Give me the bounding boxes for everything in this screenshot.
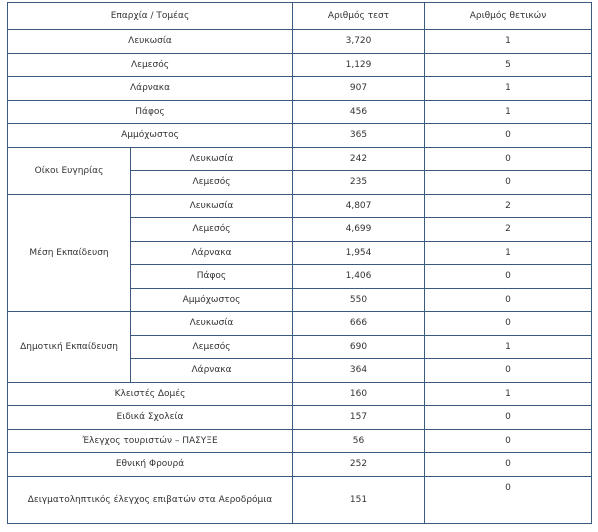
results-table [7,2,592,524]
row-label: Αμμόχωστος [131,288,293,312]
row-positives: 0 [425,147,592,171]
row-positives: 2 [425,218,592,242]
row-positives: 2 [425,194,592,218]
row-tests: 4,699 [293,218,425,242]
row-tests: 160 [293,382,425,406]
table-row [8,382,592,406]
row-label: Δειγματοληπτικός έλεγχος επιβατών στα Αεροδρόμια [8,476,293,523]
row-positives: 0 [425,429,592,453]
table-row [8,453,592,477]
row-positives: 0 [425,171,592,195]
row-positives: 1 [425,335,592,359]
row-tests: 456 [293,100,425,124]
row-tests: 690 [293,335,425,359]
row-tests: 550 [293,288,425,312]
row-positives: 1 [425,100,592,124]
row-label: Λευκωσία [8,30,293,54]
row-label: Έλεγχος τουριστών – ΠΑΣΥΞΕ [8,429,293,453]
header-region: Επαρχία / Τομέας [8,3,293,30]
row-positives: 0 [425,476,592,523]
row-label: Ειδικά Σχολεία [8,406,293,430]
row-label: Λευκωσία [131,147,293,171]
row-label: Εθνική Φρουρά [8,453,293,477]
row-label: Πάφος [131,265,293,289]
row-positives: 5 [425,53,592,77]
table-row [8,194,592,218]
row-label: Λευκωσία [131,312,293,336]
table-row [8,476,592,523]
row-tests: 907 [293,77,425,101]
row-label: Λάρνακα [131,359,293,383]
header-positives: Αριθμός θετικών [425,3,592,30]
row-label: Πάφος [8,100,293,124]
row-label: Λεμεσός [131,218,293,242]
header-row [8,3,592,30]
table-row [8,53,592,77]
table-row [8,30,592,54]
row-positives: 0 [425,124,592,148]
row-tests: 235 [293,171,425,195]
row-label: Λάρνακα [131,241,293,265]
table-row [8,312,592,336]
group-label-secondary: Μέση Εκπαίδευση [8,194,131,312]
row-tests: 151 [293,476,425,523]
row-tests: 56 [293,429,425,453]
row-tests: 242 [293,147,425,171]
row-label: Λεμεσός [8,53,293,77]
row-tests: 365 [293,124,425,148]
group-label-elderly: Οίκοι Ευγηρίας [8,147,131,194]
row-tests: 1,129 [293,53,425,77]
row-tests: 1,406 [293,265,425,289]
row-positives: 0 [425,453,592,477]
row-positives: 1 [425,30,592,54]
row-label: Λάρνακα [8,77,293,101]
row-tests: 252 [293,453,425,477]
table-row [8,124,592,148]
row-positives: 0 [425,265,592,289]
table-row [8,406,592,430]
row-positives: 0 [425,288,592,312]
header-tests: Αριθμός τεστ [293,3,425,30]
row-tests: 3,720 [293,30,425,54]
row-positives: 0 [425,359,592,383]
row-tests: 666 [293,312,425,336]
row-positives: 1 [425,241,592,265]
table-row [8,147,592,171]
row-tests: 364 [293,359,425,383]
group-label-primary: Δημοτική Εκπαίδευση [8,312,131,383]
table-row [8,100,592,124]
row-label: Λευκωσία [131,194,293,218]
row-positives: 0 [425,406,592,430]
row-label: Λεμεσός [131,171,293,195]
row-positives: 1 [425,77,592,101]
row-positives: 1 [425,382,592,406]
row-label: Αμμόχωστος [8,124,293,148]
row-label: Κλειστές Δομές [8,382,293,406]
table-row [8,429,592,453]
table-row [8,77,592,101]
row-positives: 0 [425,312,592,336]
row-label: Λεμεσός [131,335,293,359]
row-tests: 4,807 [293,194,425,218]
row-tests: 1,954 [293,241,425,265]
row-tests: 157 [293,406,425,430]
